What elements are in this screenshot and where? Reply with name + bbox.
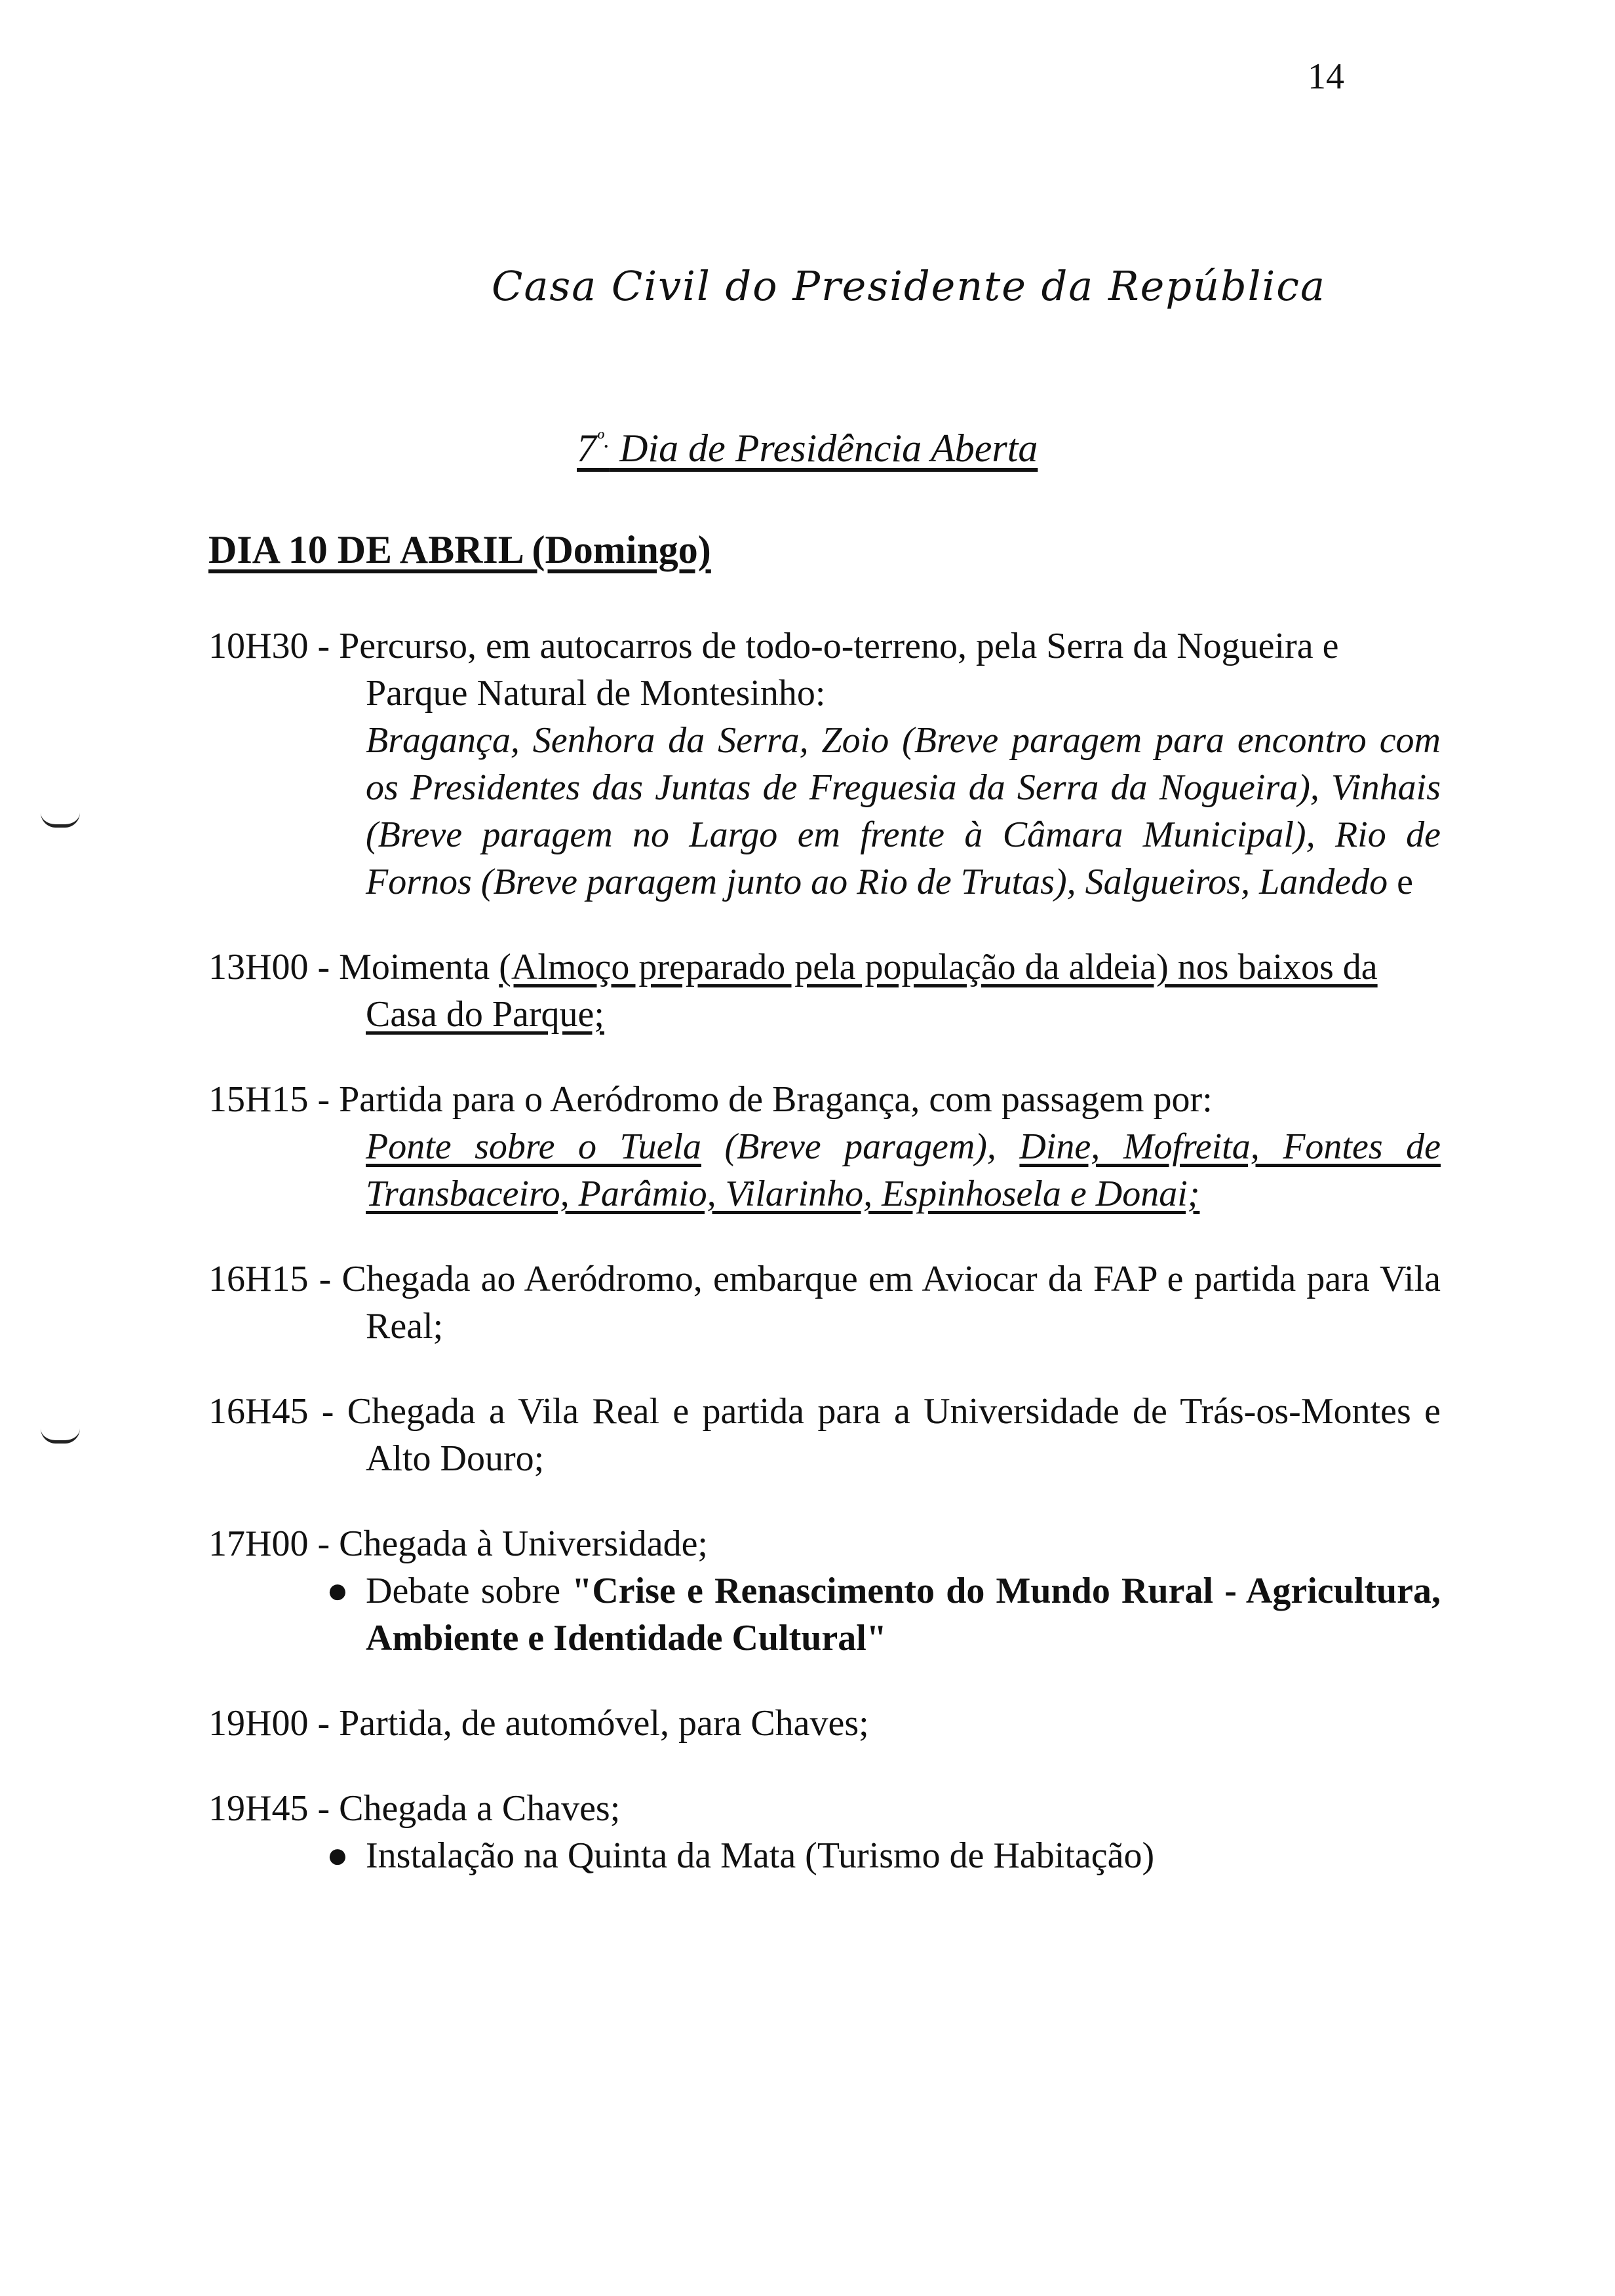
entry-main <box>208 944 1441 1038</box>
margin-mark <box>41 1428 80 1444</box>
schedule-entry <box>208 1700 1441 1747</box>
entry-body <box>208 622 1441 906</box>
entry-text: Partida para o Aeródromo de Bragança, com passagem por: <box>339 1079 1213 1120</box>
schedule-entry <box>208 1520 1441 1662</box>
entry-text: Moimenta <box>339 947 499 987</box>
entry-time: 16H15 - <box>208 1259 332 1299</box>
entry-main <box>208 1076 1441 1123</box>
entry-detail-route: Bragança, Senhora da Serra, Zoio (Breve paragem para encontro com os Presidentes das Juntas de Freguesia da Serra da Nogueira), Vinhais (Breve paragem no Largo em frente à Câmara Municipal), Rio de Fornos (Breve paragem junto ao Rio de Trutas), Salgueiros, Landedo <box>366 720 1441 902</box>
entry-main <box>208 1785 1154 1832</box>
page-number: 14 <box>1308 56 1344 97</box>
entry-detail <box>208 1123 1441 1217</box>
entry-text: Partida, de automóvel, para Chaves; <box>339 1703 869 1744</box>
entry-time: 17H00 - <box>208 1523 330 1564</box>
subtitle-ordinal-suffix: º. <box>596 427 610 453</box>
schedule-entry <box>208 1388 1441 1482</box>
entry-main <box>208 1255 1441 1350</box>
entry-body <box>208 1076 1441 1217</box>
entry-bullet <box>208 1567 1441 1662</box>
entry-text: Chegada a Vila Real e partida para a Universidade de Trás-os-Montes e Alto Douro; <box>347 1391 1441 1479</box>
entry-body <box>208 1785 1154 1879</box>
day-heading: DIA 10 DE ABRIL (Domingo) <box>208 528 711 571</box>
schedule-entry <box>208 1255 1441 1350</box>
bullet-icon: ● <box>326 1571 349 1611</box>
entry-detail-c: Dine, Mofreita, Fontes de Transbaceiro, Parâmio, Vilarinho, Espinhosela e Donai; <box>366 1126 1441 1214</box>
entry-time: 19H45 - <box>208 1788 330 1829</box>
bullet-text-bold: "Crise e Renascimento do Mundo Rural - Agricultura, Ambiente e Identidade Cultural" <box>366 1571 1441 1658</box>
subtitle-ordinal: 7 <box>577 427 596 470</box>
margin-mark <box>41 813 80 828</box>
bullet-text <box>366 1567 1441 1662</box>
bullet-text: Instalação na Quinta da Mata (Turismo de Habitação) <box>366 1835 1155 1876</box>
bullet-text-plain: Debate sobre <box>366 1571 572 1611</box>
entry-detail-tail: e <box>1388 862 1413 902</box>
entry-text: Chegada a Chaves; <box>339 1788 621 1829</box>
subtitle-text: Dia de Presidência Aberta <box>610 427 1038 470</box>
entry-text: Chegada ao Aeródromo, embarque em Aviocar da FAP e partida para Vila Real; <box>341 1259 1441 1347</box>
schedule <box>208 622 1441 1917</box>
entry-bullet <box>208 1832 1154 1879</box>
entry-main <box>208 622 1441 717</box>
schedule-entry <box>208 622 1441 906</box>
entry-time: 10H30 - <box>208 626 330 666</box>
entry-body <box>208 1520 1441 1662</box>
entry-main <box>208 1388 1441 1482</box>
entry-time: 15H15 - <box>208 1079 330 1120</box>
entry-main <box>208 1700 869 1747</box>
entry-main <box>208 1520 1441 1567</box>
letterhead: Casa Civil do Presidente da República <box>492 262 1326 310</box>
document-subtitle <box>577 426 1038 471</box>
entry-detail-a: Ponte sobre o Tuela <box>366 1126 701 1167</box>
entry-text: Chegada à Universidade; <box>339 1523 708 1564</box>
entry-text-underlined: (Almoço preparado pela população da aldeia) nos baixos da Casa do Parque; <box>366 947 1378 1035</box>
entry-detail-b: (Breve paragem), <box>701 1126 1020 1167</box>
schedule-entry <box>208 1076 1441 1217</box>
entry-time: 16H45 - <box>208 1391 334 1432</box>
entry-detail <box>208 717 1441 906</box>
bullet-icon: ● <box>326 1835 349 1876</box>
entry-text: Percurso, em autocarros de todo-o-terreno, pela Serra da Nogueira e Parque Natural de Montesinho: <box>339 626 1339 714</box>
entry-time: 13H00 - <box>208 947 330 987</box>
schedule-entry <box>208 944 1441 1038</box>
schedule-entry <box>208 1785 1441 1879</box>
entry-time: 19H00 - <box>208 1703 330 1744</box>
